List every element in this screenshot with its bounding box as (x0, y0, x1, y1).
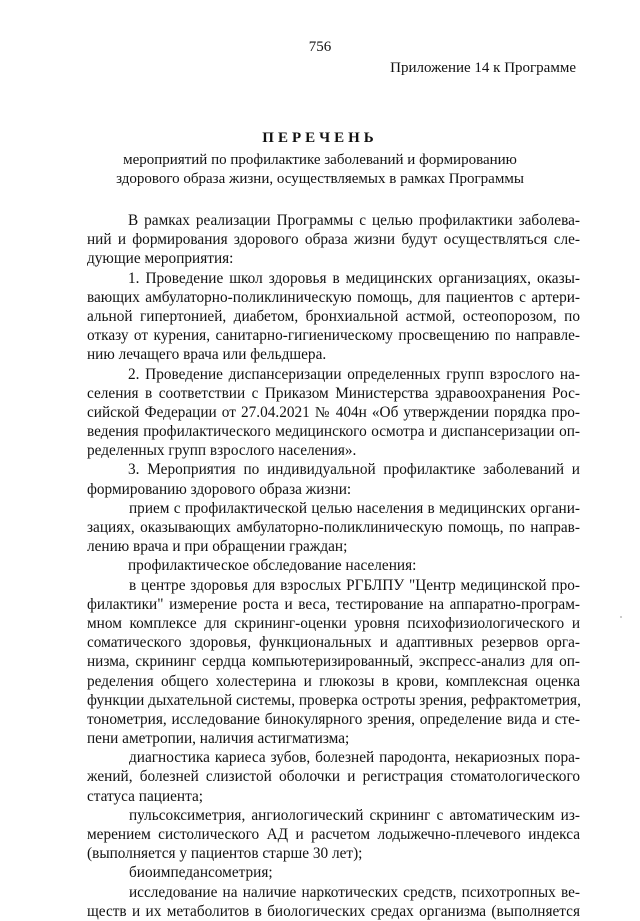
subtitle-line: здорового образа жизни, осуществляемых в рамках Программы (116, 171, 524, 187)
body-line: профилактическое обследование населения: (128, 557, 417, 575)
body-line: вающих амбулаторно-поликлиническую помощь, для пациентов с артери- (87, 288, 580, 306)
body-line: ведения профилактического медицинского осмотра и диспансеризации оп- (87, 423, 580, 441)
scan-speck (620, 616, 622, 618)
title-block (60, 128, 580, 189)
body-line: отказу от курения, санитарно-гигиеническому просвещению по направле- (87, 327, 580, 345)
body-line: ределенных групп взрослого населения». (87, 442, 357, 460)
body-line: соматического здоровья, функциональных и адаптивных резервов орга- (87, 634, 580, 652)
body-line: 2. Проведение диспансеризации определенных групп взрослого на- (128, 365, 580, 383)
body-line: прием с профилактической целью населения в медицинских органи- (129, 499, 580, 517)
body-line: ределения общего холестерина и глюкозы в крови, комплексная оценка (87, 672, 580, 690)
body-line: 1. Проведение школ здоровья в медицинских организациях, оказы- (128, 269, 580, 287)
body-line: формированию здорового образа жизни: (87, 480, 352, 498)
body-line: пени аметропии, наличия астигматизма; (87, 730, 350, 748)
body-line: пульсоксиметрия, ангиологический скрининг с автоматическим из- (129, 806, 580, 824)
body-line: мном комплексе для скрининг-оценки уровня психофизиологического и (87, 614, 580, 632)
document-title: ПЕРЕЧЕНЬ (262, 130, 378, 146)
body-line: функции дыхательной системы, проверка остроты зрения, рефрактометрия, (87, 691, 581, 709)
body-line: лению врача и при обращении граждан; (87, 538, 348, 556)
body-line: тонометрия, исследование бинокулярного зрения, определение вида и сте- (87, 710, 580, 728)
body-line: диагностика кариеса зубов, болезней пародонта, некариозных пора- (129, 749, 580, 767)
body-line: (выполняется у пациентов старше 30 лет); (87, 845, 363, 863)
body-line: В рамках реализации Программы с целью профилактики заболева- (128, 212, 580, 229)
document-body (87, 211, 580, 921)
body-line: селения в соответствии с Приказом Министерства здравоохранения Рос- (87, 384, 580, 402)
body-line: дующие мероприятия: (87, 250, 234, 268)
document-subtitle (60, 151, 580, 189)
body-line: низма, скрининг сердца компьютеризированный, экспресс-анализ для оп- (87, 653, 580, 671)
body-line: жений, болезней слизистой оболочки и регистрация стоматологического (87, 768, 580, 786)
body-line: альной гипертонией, диабетом, бронхиальной астмой, остеопорозом, по (87, 307, 580, 325)
body-line: сийской Федерации от 27.04.2021 № 404н «Об утверждении порядка про- (87, 403, 580, 421)
appendix-label: Приложение 14 к Программе (390, 60, 576, 76)
body-line: 3. Мероприятия по индивидуальной профилактике заболеваний и (128, 461, 580, 479)
body-line: ний и формирования здорового образа жизни будут осуществляться сле- (87, 231, 580, 249)
body-line: исследование на наличие наркотических средств, психотропных ве- (129, 883, 580, 901)
body-line: нию лечащего врача или фельдшера. (87, 346, 327, 364)
body-line: статуса пациента; (87, 787, 204, 805)
body-line: филактики" измерение роста и веса, тестирование на аппаратно-програм- (87, 595, 580, 613)
subtitle-line: мероприятий по профилактике заболеваний и формированию (123, 152, 517, 168)
page-number: 756 (308, 39, 332, 55)
body-line: зациях, оказывающих амбулаторно-поликлиническую помощь, по направ- (87, 519, 580, 536)
body-line: мерением систолического АД и расчетом лодыжечно-плечевого индекса (87, 826, 580, 843)
body-line: в центре здоровья для взрослых РГБЛПУ "Центр медицинской про- (129, 576, 580, 594)
body-line: ществ и их метаболитов в биологических средах организма (выполняется (87, 902, 580, 920)
body-line: биоимпедансометрия; (129, 864, 273, 882)
